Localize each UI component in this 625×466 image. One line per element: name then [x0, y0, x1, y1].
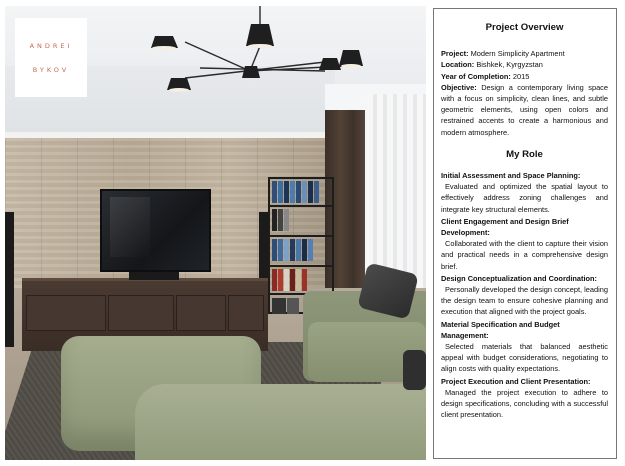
speaker-right — [259, 212, 268, 284]
logo-last-name: BYKOV — [32, 65, 70, 74]
role-item-desc: Personally developed the design concept, leading the design team to ensure cohesive planning and execution that aligned with the project goals. — [441, 285, 608, 317]
console-drawer — [176, 295, 226, 331]
fact-value: Modern Simplicity Apartment — [468, 49, 565, 59]
console-drawer — [26, 295, 106, 331]
tv-reflection — [110, 197, 150, 257]
lamp-shade — [319, 58, 341, 70]
lamp-shade — [242, 66, 260, 78]
fact-label: Project: — [441, 49, 469, 59]
dark-pillow — [403, 350, 426, 390]
role-item-title: Material Specification and Budget Management: — [441, 319, 560, 340]
lamp-shade — [339, 50, 363, 66]
shelf-row — [272, 209, 332, 231]
lamp-shade — [246, 24, 274, 46]
role-item-title: Design Conceptualization and Coordination: — [441, 273, 598, 283]
objective — [441, 82, 608, 138]
shelf-board — [270, 205, 332, 207]
shelf-row — [272, 269, 332, 291]
role-item-title: Initial Assessment and Space Planning: — [441, 171, 581, 181]
role-item-desc: Selected materials that balanced aesthetic appeal with budget considerations, negotiating to align costs with quality expectations. — [441, 342, 608, 374]
fact-location — [441, 59, 608, 70]
shelf-row — [272, 239, 332, 261]
project-info-panel — [433, 8, 617, 459]
fact-label: Location: — [441, 60, 475, 70]
fact-year — [441, 71, 608, 82]
interior-photo — [5, 6, 426, 460]
role-title: My Role — [506, 148, 543, 160]
role-item-title: Project Execution and Client Presentation: — [441, 376, 591, 386]
role-item-desc: Collaborated with the client to capture their vision and practical needs in a comprehensive design brief. — [441, 239, 608, 271]
sofa-front — [135, 384, 426, 460]
shelf-board — [270, 235, 332, 237]
fact-project — [441, 48, 608, 59]
logo-first-name: ANDREI — [29, 41, 73, 50]
shelf-row — [272, 181, 332, 203]
role-item-desc: Evaluated and optimized the spatial layout to effectively address zoning challenges and integrate key structural elements. — [441, 182, 608, 214]
shelf-board — [270, 265, 332, 267]
objective-text: Design a contemporary living space with a focus on simplicity, clean lines, and subtle geometric elements, using open colors and restrained accents to create a harmonious and modern atmosphere. — [441, 82, 608, 137]
fact-value: Bishkek, Kyrgyzstan — [474, 60, 543, 70]
media-device — [129, 272, 179, 280]
fact-value: 2015 — [510, 71, 530, 81]
console-drawer — [108, 295, 174, 331]
speaker-left — [5, 212, 14, 347]
television — [100, 189, 211, 272]
fact-label: Year of Completion: — [441, 71, 511, 81]
objective-label: Objective: — [441, 82, 477, 92]
console-drawer — [228, 295, 264, 331]
logo — [15, 18, 87, 97]
role-item-desc: Managed the project execution to adhere to design specifications, concluding with a successful client presentation. — [441, 387, 608, 420]
role-item-title: Client Engagement and Design Brief Development: — [441, 216, 569, 238]
panel-title: Project Overview — [485, 22, 564, 33]
